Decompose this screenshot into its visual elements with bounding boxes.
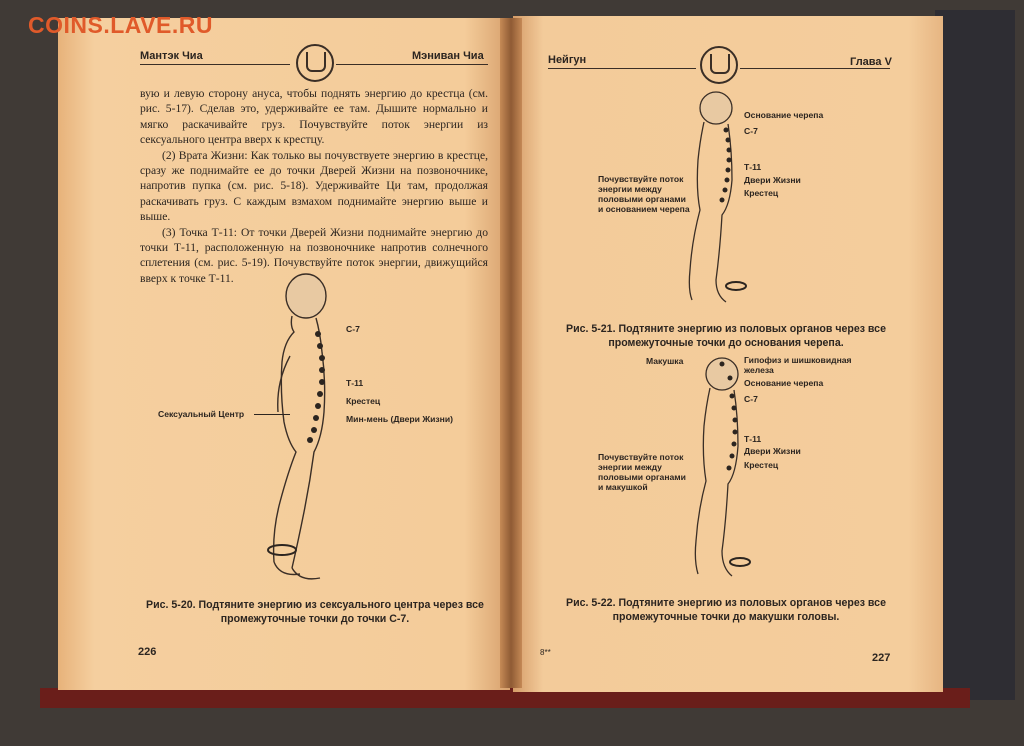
fig22-label-skull-base: Основание черепа (744, 378, 824, 388)
fig22-label-crown: Макушка (646, 356, 684, 366)
fig22-label-c7: С-7 (744, 394, 758, 404)
left-body-text (140, 86, 488, 286)
taoist-emblem-icon (296, 44, 334, 82)
leader-sexual-center (254, 414, 290, 415)
fig22-label-feel-flow: Почувствуйте поток энергии между половыми органами и макушкой (598, 452, 686, 492)
right-running-head-chapter: Глава V (850, 56, 892, 68)
fig22-label-door-of-life: Двери Жизни (744, 446, 801, 456)
left-running-head-coauthor: Мэниван Чиа (412, 50, 484, 62)
fig22-label-glands: Гипофиз и шишковидная железа (744, 355, 852, 375)
paragraph-1: вую и левую сторону ануса, чтобы поднять энергию до крестца (см. рис. 5-17). Сделав это, удерживайте ее там. Дышите нормально и мягко раскачивайте груз. Почувствуйте поток энергии из сексуального центра вверх к крестцу. (140, 87, 488, 147)
paragraph-2: (2) Врата Жизни: Как только вы почувствуете энергию в крестце, сразу же поднимайте ее до точки Дверей Жизни на позвоночнике, напротив пупка (см. рис. 5-18). Удерживайте Ци там, продолжая раскачивать груз. С каждым взмахом поднимайте энергию выше и выше. (140, 148, 488, 224)
figure-5-22-caption-line-2: промежуточные точки до макушки головы. (612, 611, 840, 623)
figure-5-21-caption-line-1: Рис. 5-21. Подтяните энергию из половых органов через все (566, 323, 886, 335)
right-header-rule-1 (548, 68, 696, 69)
right-running-head-title: Нейгун (548, 54, 587, 66)
fig22-label-t11: Т-11 (744, 434, 762, 444)
fig21-label-c7: С-7 (744, 126, 758, 136)
taoist-emblem-icon-right (700, 46, 738, 84)
figure-5-20-caption (120, 598, 510, 626)
label-sacrum: Крестец (346, 396, 381, 406)
signature-mark: 8** (540, 648, 551, 657)
fig21-label-sacrum: Крестец (744, 188, 779, 198)
left-header-rule-2 (336, 64, 488, 65)
book-gutter (500, 18, 522, 688)
fig22-label-sacrum: Крестец (744, 460, 779, 470)
figure-5-20-caption-line-2: промежуточные точки до точки С-7. (220, 613, 410, 625)
label-sexual-center: Сексуальный Центр (158, 409, 245, 419)
figure-5-21-caption (556, 322, 896, 350)
fig21-label-t11: Т-11 (744, 162, 762, 172)
label-c7: С-7 (346, 324, 360, 334)
figure-5-22-caption-line-1: Рис. 5-22. Подтяните энергию из половых органов через все (566, 597, 886, 609)
left-running-head-author: Мантэк Чиа (140, 50, 203, 62)
watermark: COINS.LAVE.RU (28, 12, 213, 38)
figure-5-20-illustration (230, 272, 350, 590)
fig21-label-door-of-life: Двери Жизни (744, 175, 801, 185)
label-mingmen: Мин-мень (Двери Жизни) (346, 414, 454, 424)
left-page-number: 226 (138, 646, 157, 658)
fig21-label-skull-base: Основание черепа (744, 110, 824, 120)
book-cover-edge (935, 10, 1015, 700)
figure-5-20-caption-line-1: Рис. 5-20. Подтяните энергию из сексуального центра через все (146, 599, 484, 611)
paragraph-3: (3) Точка Т-11: От точки Дверей Жизни поднимайте энергию до точки Т-11, расположенную на позвоночнике напротив солнечного сплетения (см. рис. 5-19). Почувствуйте поток энергии, движущийся вверх к точке Т-11. (140, 225, 488, 285)
figure-5-21-caption-line-2: промежуточные точки до основания черепа. (608, 337, 844, 349)
right-page-number: 227 (872, 652, 891, 664)
fig21-label-feel-flow: Почувствуйте поток энергии между половыми органами и основанием черепа (598, 174, 690, 214)
left-header-rule-1 (140, 64, 290, 65)
right-header-rule-2 (740, 68, 890, 69)
figure-5-22-caption (556, 596, 896, 624)
label-t11: Т-11 (346, 378, 364, 388)
